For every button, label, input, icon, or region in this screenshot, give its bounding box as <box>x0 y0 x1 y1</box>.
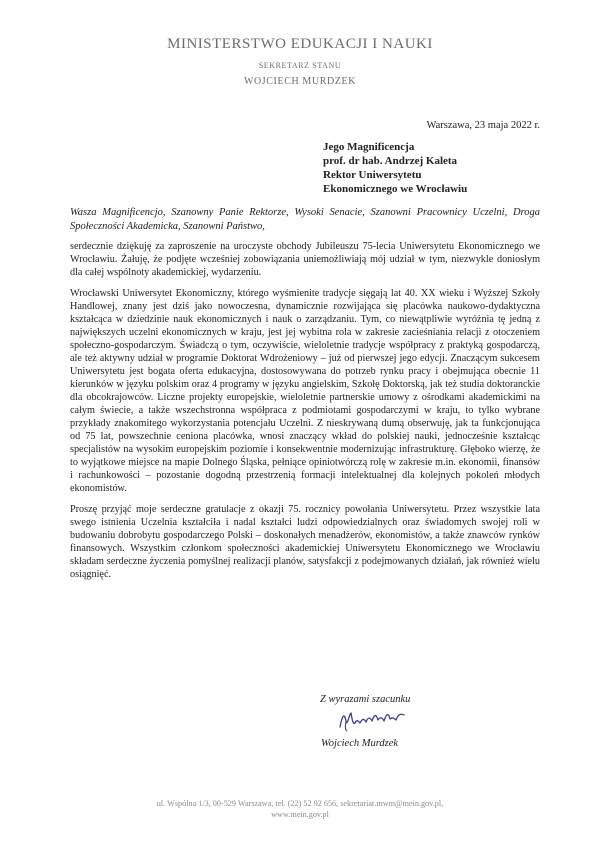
signer-name: Wojciech Murdzek <box>321 738 399 749</box>
sender-name: WOJCIECH MURDZEK <box>243 76 357 87</box>
recipient-line: prof. dr hab. Andrzej Kaleta <box>323 155 458 167</box>
body-paragraph: Proszę przyjąć moje serdeczne gratulacje z okazji 75. rocznicy powołania Uniwersytetu. Przez wszystkie lata swego istnienia Uczelnia kształciła i nadal kształci ludzi odpowiedzialnych oraz świadomych swojej roli w budowaniu dobrobytu gospodarczego Polski – doskonałych menadżerów, ekonomistów, a także znawców rynków finansowych. Wszystkim członkom społeczności akademickiej Uniwersytetu Ekonomicznego we Wrocławiu składam serdeczne życzenia pomyślnej realizacji planów, satysfakcji z podejmowanych działań, jak również wielu osiągnięć. <box>70 504 540 580</box>
letter-date: Warszawa, 23 maja 2022 r. <box>426 120 540 131</box>
recipient-line: Rektor Uniwersytetu <box>323 169 422 181</box>
closing-phrase: Z wyrazami szacunku <box>320 694 411 705</box>
body-paragraph: serdecznie dziękuję za zaproszenie na uroczyste obchody Jubileuszu 75-lecia Uniwersytetu Ekonomicznego we Wrocławiu. Żałuję, że podjęte wcześniej zobowiązania uniemożliwiają mój udział w tym, niezwykle doniosłym dla całej wspólnoty akademickiej, wydarzeniu. <box>70 241 540 278</box>
sender-position: SEKRETARZ STANU <box>258 61 342 70</box>
salutation: Wasza Magnificencjo, Szanowny Panie Rektorze, Wysoki Senacie, Szanowni Pracownicy Uczelni, Drogа Społeczności Akademicka, Szanowni Państwo, <box>70 207 540 232</box>
recipient-line: Ekonomicznego we Wrocławiu <box>323 183 468 195</box>
letter-body <box>70 240 540 589</box>
footer-website: www.mein.gov.pl <box>271 810 329 819</box>
footer-contact <box>0 798 600 820</box>
letterhead <box>0 36 600 87</box>
footer-address: ul. Wspólna 1/3, 00-529 Warszawa, tel. (22) 52 92 656, sekretariat.mwm@mein.gov.pl, <box>156 799 444 808</box>
handwritten-signature <box>336 705 408 733</box>
ministry-name: MINISTERSTWO EDUKACJI I NAUKI <box>167 36 433 52</box>
recipient-block <box>323 140 467 196</box>
recipient-line: Jego Magnificencja <box>323 141 415 153</box>
body-paragraph: Wrocławski Uniwersytet Ekonomiczny, którego wyśmienite tradycje sięgają lat 40. XX wieku i Wyższej Szkoły Handlowej, znany jest dziś jako nowoczesna, dynamicznie rozwijająca się placówka naukowo-dydaktyczna kształcąca w dziedzinie nauk ekonomicznych i nauk o zarządzaniu. Tym, co niewątpliwie wyróżnia tę jedną z największych uczelni ekonomicznych w kraju, jest jej wybitna rola w zakresie zacieśniania relacji z otoczeniem społeczno-gospodarczym. Świadczą o tym, oczywiście, wieloletnie tradycje współpracy z praktyką gospodarczą, ale też aktywny udział w programie Doktorat Wdrożeniowy – już od pierwszej jego edycji. Znaczącym sukcesem Uniwersytetu jest bogata oferta edukacyjna, dostosowywana do potrzeb rynku pracy i obejmująca obecnie 11 kierunków w języku polskim oraz 4 programy w języku angielskim, Szkołę Doktorską, jak też studia doktoranckie dla obcokrajowców. Liczne projekty europejskie, wieloletnie partnerskie umowy z ośrodkami akademickimi na całym świecie, a także wszechstronna współpraca z podmiotami gospodarczymi w kraju, to tylko wybrane przykłady znakomitego wykorzystania potencjału Uczelni. Z nieskrywaną dumą obserwuję, jak ta funkcjonująca od 75 lat, powszechnie ceniona placówka, wnosi znaczący wkład do polskiej nauki, jednocześnie kształcąc specjalistów na wysokim europejskim poziomie i konsekwentnie modernizując infrastrukturę. Głęboko wierzę, że to wyjątkowe miejsce na mapie Dolnego Śląska, pełniące opiniotwórczą rolę w zakresie m.in. ekonomii, finansów i rachunkowości – pozostanie dogodną przestrzenią formacji intelektualnej dla kolejnych pokoleń młodych ekonomistów. <box>70 288 540 494</box>
